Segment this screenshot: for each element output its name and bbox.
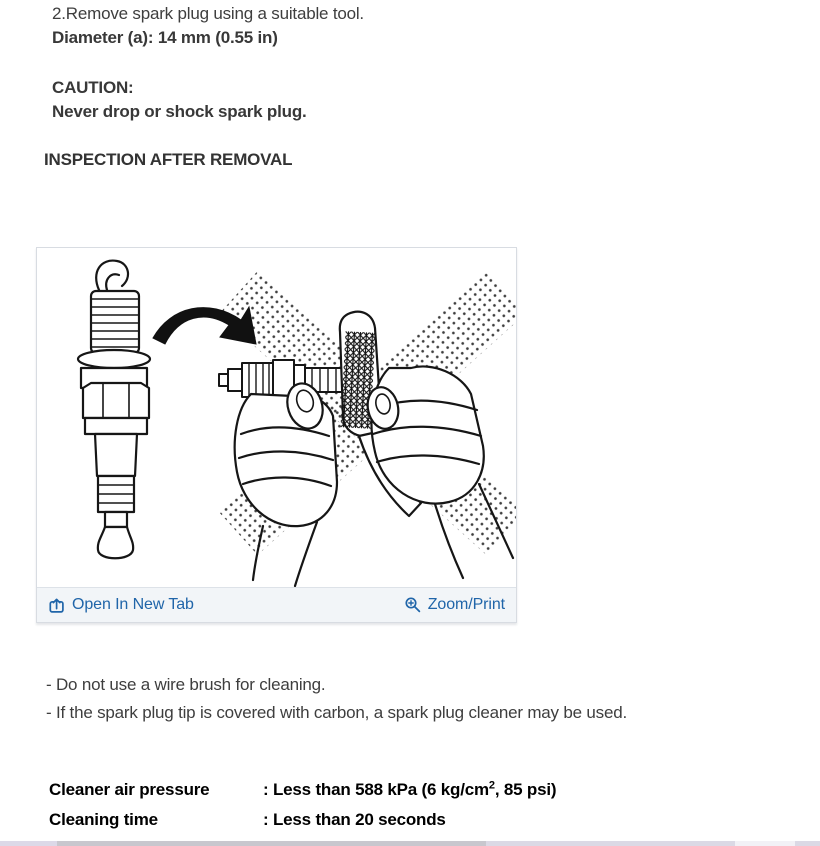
step-text: 2.Remove spark plug using a suitable tool. (52, 4, 364, 23)
h-scrollbar-track-left (0, 841, 57, 846)
spec-label: Cleaner air pressure (49, 780, 210, 799)
diameter-spec-text: Diameter (a): 14 mm (0.55 in) (52, 28, 278, 47)
figure-panel (36, 247, 517, 623)
zoom-print-icon (404, 596, 422, 614)
spark-plug-illustration (37, 248, 516, 587)
open-in-new-tab-link[interactable] (48, 596, 194, 614)
spec-value: : Less than 20 seconds (263, 810, 446, 829)
spec-value: : Less than 588 kPa (6 $kg/cm^2$, 85 psi) (263, 779, 557, 799)
h-scrollbar-track-right (795, 841, 820, 846)
zoom-print-link[interactable] (404, 596, 505, 614)
horizontal-scrollbar (0, 841, 820, 846)
open-in-new-tab-icon (48, 597, 66, 614)
h-scrollbar-track-light (735, 841, 795, 846)
section-heading: INSPECTION AFTER REMOVAL (44, 150, 293, 169)
note-wire-brush: - Do not use a wire brush for cleaning. (46, 675, 326, 694)
cleaning-notes (46, 671, 627, 727)
h-scrollbar-thumb[interactable] (57, 841, 486, 846)
caution-label: CAUTION: (52, 78, 134, 97)
figure-image (37, 248, 516, 587)
open-in-new-tab-label: Open In New Tab (72, 596, 194, 613)
cleaning-specs (49, 775, 556, 835)
note-carbon: - If the spark plug tip is covered with carbon, a spark plug cleaner may be used. (46, 703, 627, 722)
spec-row-cleaning-time (49, 805, 556, 835)
caution-text: Never drop or shock spark plug. (52, 102, 307, 121)
spec-label: Cleaning time (49, 810, 158, 829)
zoom-print-label: Zoom/Print (427, 596, 505, 613)
spec-row-air-pressure (49, 775, 556, 805)
h-scrollbar-track-mid (486, 841, 735, 846)
figure-toolbar (37, 587, 516, 622)
